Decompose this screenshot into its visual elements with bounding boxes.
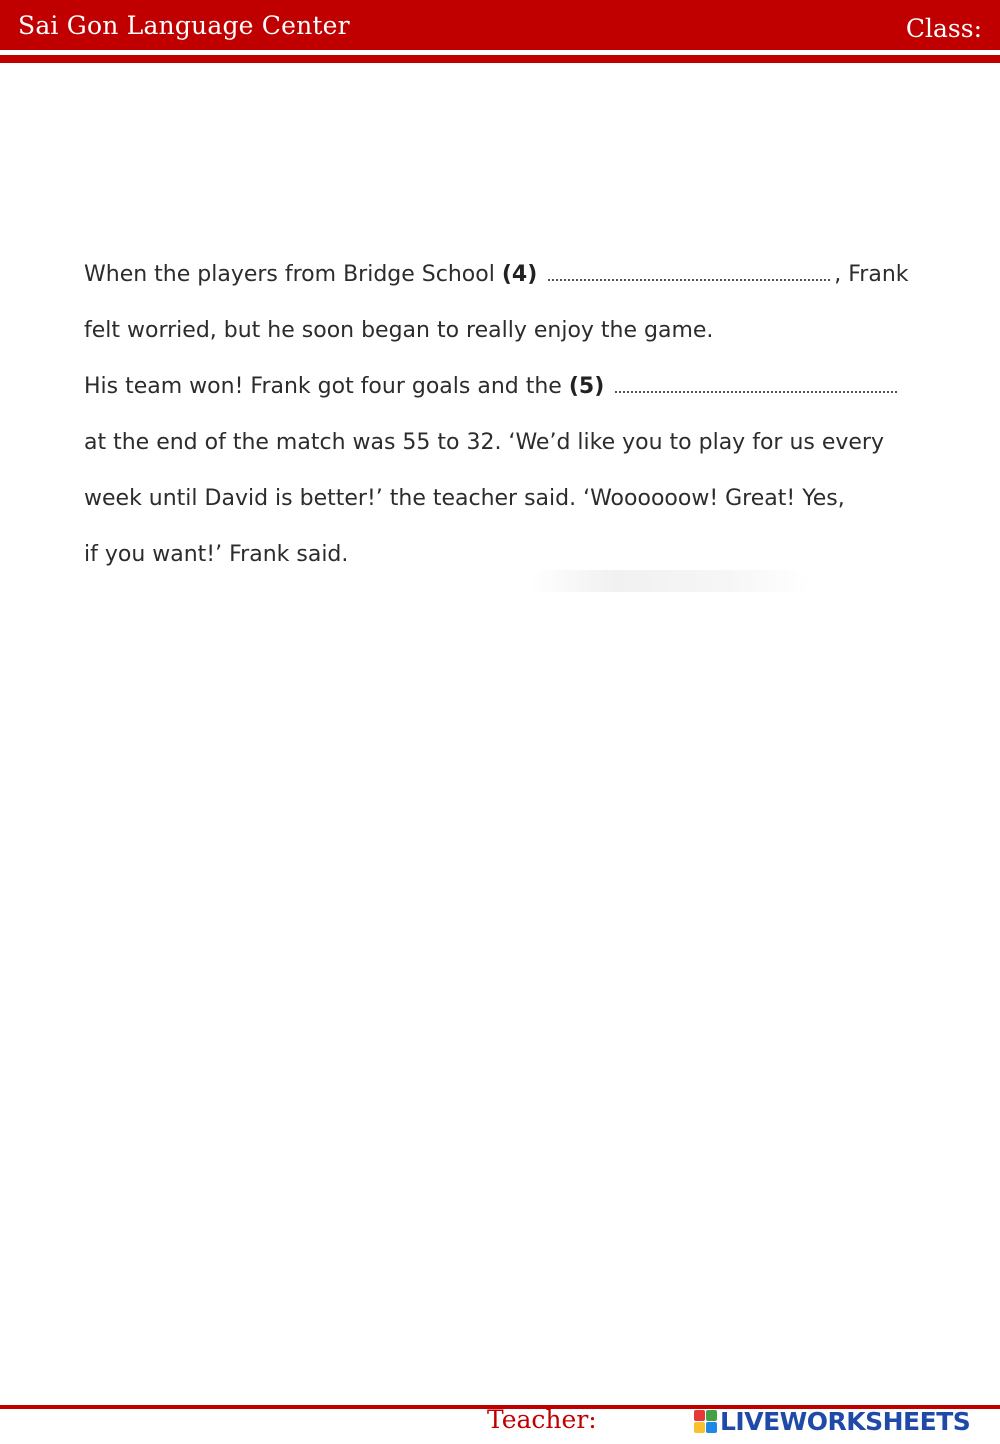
class-label: Class: [905,14,982,43]
liveworksheets-logo [694,1408,970,1434]
header-rule [0,55,1000,63]
passage-line-6: if you want!’ Frank said. [84,542,349,567]
passage-line-4: at the end of the match was 55 to 32. ‘We’d like you to play for us every [84,430,884,455]
passage-text: , Frank [834,262,909,287]
teacher-label: Teacher: [487,1405,597,1434]
passage-line-5: week until David is better!’ the teacher said. ‘Woooooow! Great! Yes, [84,486,845,511]
passage-line-1 [84,255,909,295]
answer-blank-5[interactable] [615,367,897,393]
question-number-4: (4) [501,262,538,287]
passage-line-3 [84,367,901,407]
school-name: Sai Gon Language Center [18,11,350,40]
passage-text: His team won! Frank got four goals and the [84,374,562,399]
question-number-5: (5) [568,374,605,399]
passage-text: When the players from Bridge School [84,262,495,287]
brand-name: LIVEWORKSHEETS [720,1406,971,1436]
liveworksheets-mark-icon [694,1410,717,1433]
passage-line-2: felt worried, but he soon began to really enjoy the game. [84,318,714,343]
scan-smudge [530,570,810,592]
answer-blank-4[interactable] [548,255,830,281]
